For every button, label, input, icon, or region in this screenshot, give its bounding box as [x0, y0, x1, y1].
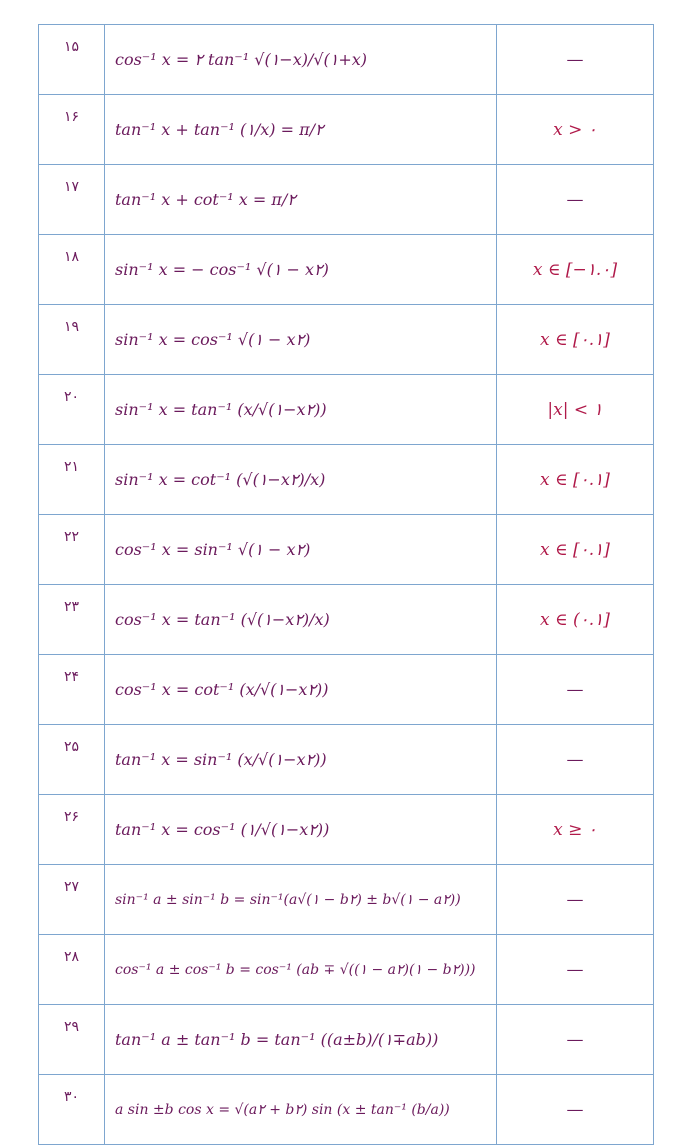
table-row	[39, 515, 654, 585]
condition: x ∈ [۰.۱]	[497, 445, 654, 515]
row-number: ۲۶	[39, 795, 105, 865]
formula: cos⁻¹ x = ۲ tan⁻¹ √(۱−x)/√(۱+x)	[105, 25, 497, 95]
row-number: ۲۳	[39, 585, 105, 655]
condition: x ∈ [۰.۱]	[497, 515, 654, 585]
formula: cos⁻¹ x = cot⁻¹ (x/√(۱−x۲))	[105, 655, 497, 725]
table-row	[39, 375, 654, 445]
table-row	[39, 235, 654, 305]
formula: tan⁻¹ x + cot⁻¹ x = π/۲	[105, 165, 497, 235]
table-row	[39, 795, 654, 865]
condition: —	[497, 25, 654, 95]
formula: cos⁻¹ x = sin⁻¹ √(۱ − x۲)	[105, 515, 497, 585]
formula: sin⁻¹ x = − cos⁻¹ √(۱ − x۲)	[105, 235, 497, 305]
condition: x ∈ [۰.۱]	[497, 305, 654, 375]
row-number: ۳۰	[39, 1075, 105, 1145]
formula: tan⁻¹ x = sin⁻¹ (x/√(۱−x۲))	[105, 725, 497, 795]
row-number: ۲۴	[39, 655, 105, 725]
formula: sin⁻¹ x = tan⁻¹ (x/√(۱−x۲))	[105, 375, 497, 445]
condition: |x| < ۱	[497, 375, 654, 445]
formula: cos⁻¹ x = tan⁻¹ (√(۱−x۲)/x)	[105, 585, 497, 655]
formula: tan⁻¹ x + tan⁻¹ (۱/x) = π/۲	[105, 95, 497, 165]
table-row	[39, 865, 654, 935]
row-number: ۱۷	[39, 165, 105, 235]
row-number: ۱۶	[39, 95, 105, 165]
table-row	[39, 1075, 654, 1145]
formula: a sin ±b cos x = √(a۲ + b۲) sin (x ± tan⁻¹ (b/a))	[105, 1075, 497, 1145]
formula-sheet	[38, 24, 644, 1145]
table-row	[39, 725, 654, 795]
condition: —	[497, 1005, 654, 1075]
table-row	[39, 655, 654, 725]
condition: —	[497, 725, 654, 795]
formula: tan⁻¹ a ± tan⁻¹ b = tan⁻¹ ((a±b)/(۱∓ab))	[105, 1005, 497, 1075]
condition: —	[497, 1075, 654, 1145]
condition: —	[497, 865, 654, 935]
table-row	[39, 95, 654, 165]
condition: x > ۰	[497, 95, 654, 165]
table-row	[39, 935, 654, 1005]
formula: sin⁻¹ x = cot⁻¹ (√(۱−x۲)/x)	[105, 445, 497, 515]
table-row	[39, 1005, 654, 1075]
row-number: ۱۵	[39, 25, 105, 95]
row-number: ۲۲	[39, 515, 105, 585]
row-number: ۱۹	[39, 305, 105, 375]
table-row	[39, 445, 654, 515]
row-number: ۲۷	[39, 865, 105, 935]
table-row	[39, 25, 654, 95]
table-row	[39, 165, 654, 235]
row-number: ۲۰	[39, 375, 105, 445]
table-row	[39, 305, 654, 375]
formula: sin⁻¹ x = cos⁻¹ √(۱ − x۲)	[105, 305, 497, 375]
row-number: ۱۸	[39, 235, 105, 305]
inverse-trig-identities-table	[38, 24, 654, 1145]
condition: —	[497, 935, 654, 1005]
formula: cos⁻¹ a ± cos⁻¹ b = cos⁻¹ (ab ∓ √((۱ − a۲)(۱ − b۲)))	[105, 935, 497, 1005]
row-number: ۲۱	[39, 445, 105, 515]
condition: x ∈ [−۱.۰]	[497, 235, 654, 305]
condition: x ∈ (۰.۱]	[497, 585, 654, 655]
row-number: ۲۵	[39, 725, 105, 795]
table-row	[39, 585, 654, 655]
formula: tan⁻¹ x = cos⁻¹ (۱/√(۱−x۲))	[105, 795, 497, 865]
row-number: ۲۹	[39, 1005, 105, 1075]
condition: —	[497, 655, 654, 725]
condition: x ≥ ۰	[497, 795, 654, 865]
formula: sin⁻¹ a ± sin⁻¹ b = sin⁻¹(a√(۱ − b۲) ± b√(۱ − a۲))	[105, 865, 497, 935]
row-number: ۲۸	[39, 935, 105, 1005]
condition: —	[497, 165, 654, 235]
